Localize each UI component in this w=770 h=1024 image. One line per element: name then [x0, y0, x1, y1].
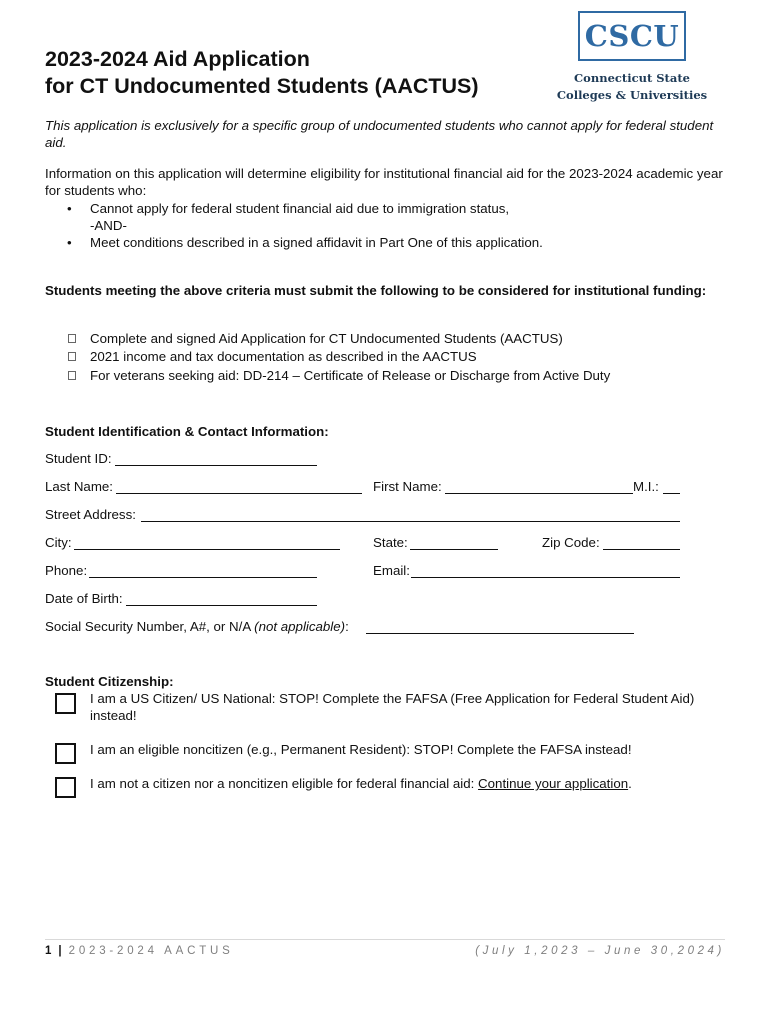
logo-text: CSCU [584, 19, 680, 53]
bullet-and [0, 217, 770, 234]
citizenship-checkbox-eligible-noncitizen[interactable] [55, 743, 76, 764]
citizenship-option-us-citizen: I am a US Citizen/ US National: STOP! Complete the FAFSA (Free Application for Federal Student Aid) instead! [90, 691, 695, 723]
intro-text: This application is exclusively for a specific group of undocumented students who cannot apply for federal student aid. [45, 118, 714, 150]
bullet-text: Cannot apply for federal student financial aid due to immigration status, [90, 201, 510, 216]
street-label: Street Address: [45, 507, 136, 522]
first-name-label: First Name: [373, 479, 442, 494]
contact-heading: Student Identification & Contact Information: [45, 424, 329, 439]
footer-date-range: (July 1,2023 – June 30,2024) [475, 945, 725, 957]
last-name-field[interactable] [116, 493, 362, 494]
footer-separator: | [58, 945, 62, 957]
info-text: Information on this application will determine eligibility for institutional financial aid for the 2023-2024 academic year for students who: [45, 166, 723, 198]
option-3-text: I am not a citizen nor a noncitizen eligible for federal financial aid: [90, 776, 479, 791]
first-name-field[interactable] [445, 493, 633, 494]
state-field[interactable] [410, 549, 498, 550]
checkbox-icon[interactable] [68, 371, 76, 380]
street-field[interactable] [141, 521, 680, 522]
last-name-label: Last Name: [45, 479, 113, 494]
state-label: State: [373, 535, 408, 550]
logo-sub-line-1: Connecticut State [574, 71, 690, 85]
bullet-and-text: -AND- [90, 218, 127, 233]
ssn-field[interactable] [366, 633, 634, 634]
bullet-item [0, 200, 770, 217]
dob-field[interactable] [126, 605, 317, 606]
criteria-heading: Students meeting the above criteria must submit the following to be considered for institutional funding: [45, 283, 707, 298]
requirement-item [0, 348, 770, 365]
title-line-1: 2023-2024 Aid Application [45, 47, 310, 71]
email-label: Email: [373, 563, 410, 578]
ssn-label-italic: (not applicable) [254, 619, 346, 634]
citizenship-checkbox-not-citizen[interactable] [55, 777, 76, 798]
requirement-text: For veterans seeking aid: DD-214 – Certificate of Release or Discharge from Active Duty [90, 368, 611, 383]
checkbox-icon[interactable] [68, 352, 76, 361]
mi-label: M.I.: [633, 479, 659, 494]
checkbox-icon[interactable] [68, 334, 76, 343]
zip-label: Zip Code: [542, 535, 600, 550]
requirement-item [0, 367, 770, 384]
requirement-text: 2021 income and tax documentation as described in the AACTUS [90, 349, 477, 364]
city-label: City: [45, 535, 72, 550]
requirement-item [0, 330, 770, 347]
citizenship-heading: Student Citizenship: [45, 674, 174, 689]
ssn-label-text: Social Security Number, A#, or N/A [45, 619, 255, 634]
option-3-period: . [628, 776, 632, 791]
footer-doc-name: 2023-2024 AACTUS [68, 945, 234, 957]
cscu-logo [578, 11, 686, 61]
ssn-label-colon: : [345, 619, 349, 634]
requirement-text: Complete and signed Aid Application for CT Undocumented Students (AACTUS) [90, 331, 563, 346]
continue-application-link[interactable]: Continue your application [478, 776, 629, 791]
page-title [45, 46, 479, 100]
bullet-dot: • [67, 201, 72, 216]
citizenship-option-not-citizen [90, 775, 730, 792]
citizenship-option-eligible-noncitizen: I am an eligible noncitizen (e.g., Permanent Resident): STOP! Complete the FAFSA instead! [90, 742, 632, 757]
page-number: 1 [45, 945, 52, 957]
ssn-label [45, 619, 349, 635]
dob-label: Date of Birth: [45, 591, 123, 606]
bullet-dot: • [67, 235, 72, 250]
logo-subtitle [555, 70, 709, 104]
bullet-item [0, 234, 770, 251]
citizenship-checkbox-us-citizen[interactable] [55, 693, 76, 714]
footer-divider [45, 939, 725, 940]
city-field[interactable] [74, 549, 340, 550]
email-field[interactable] [411, 577, 680, 578]
footer-left [45, 945, 234, 957]
logo-sub-line-2: Colleges & Universities [556, 88, 708, 102]
student-id-field[interactable] [115, 465, 317, 466]
title-line-2: for CT Undocumented Students (AACTUS) [45, 74, 479, 98]
phone-label: Phone: [45, 563, 88, 578]
mi-field[interactable] [663, 493, 680, 494]
bullet-text: Meet conditions described in a signed affidavit in Part One of this application. [90, 235, 543, 250]
student-id-label: Student ID: [45, 451, 112, 466]
zip-field[interactable] [603, 549, 680, 550]
phone-field[interactable] [89, 577, 317, 578]
